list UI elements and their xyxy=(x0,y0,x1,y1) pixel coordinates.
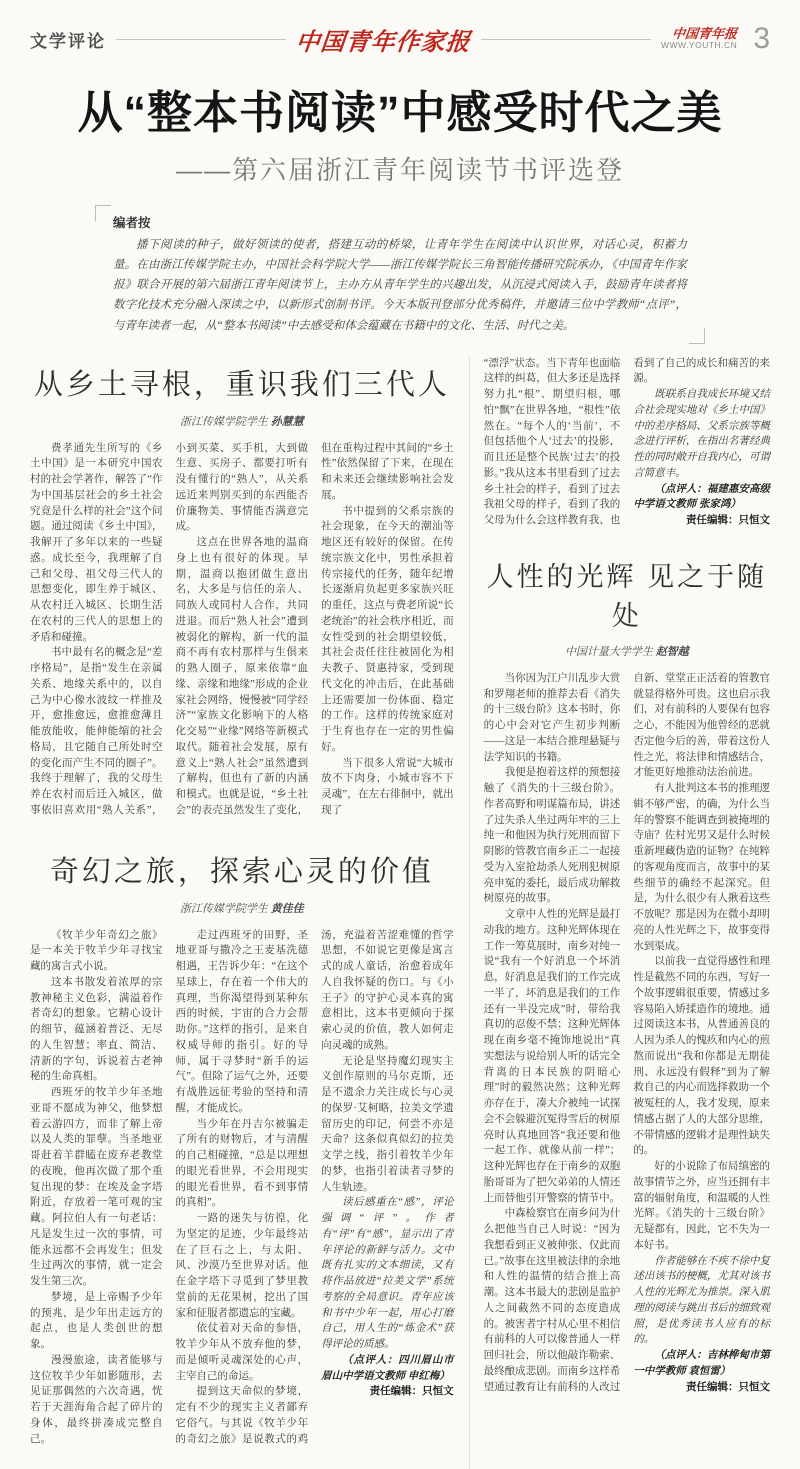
body-paragraph: 书中提到的父系宗族的社会现象，在今天的潮汕等地区还有较好的保留。在传统宗族文化中，男性承担着传宗接代的任务，随年纪增长逐渐肩负起更多家族兴旺的重任，这点与费老所说“长老统治”的社会秩序相近，而女性受到的社会期望较低，其社会责任往往被固化为相夫教子、贤惠持家，受到现代文化的冲击后，在此基础上还需要加一份体面、稳定的工作。这样的传统家庭对于生育也存在一定的男性偏好。 xyxy=(321,505,454,753)
page-subtitle: ——第六届浙江青年阅读节书评选登 xyxy=(175,155,624,185)
article-2-title: 人性的光辉 见之于随处 xyxy=(486,561,768,631)
body-paragraph: 提到这天命似的梦境，定有不少的现实主义者鄙弃它俗气。与其说《牧羊少年的奇幻之旅》是说教式的鸡汤，充溢着苦涩难懂的哲学思想，不如说它更像是寓言式的成人童话，治愈着成年人自我怀疑的伤口。与《小王子》的守护心灵本真的寓意相比，这本书更倾向于探索心灵的价值，教人如何走向灵魂的成熟。 xyxy=(175,929,454,1445)
article-1-byline-org: 浙江传媒学院学生 xyxy=(179,415,268,428)
article-2 xyxy=(484,555,770,1418)
article-3-title: 奇幻之旅，探索心灵的价值 xyxy=(49,855,434,888)
page-number: 3 xyxy=(753,22,771,55)
body-paragraph: 中森检察官在南乡问为什么把他当自己人时说：“因为我想看到正义被伸张、仅此而已。”故事在这里被法律的余地和人性的温情的结合推上高潮。这本书最大的悲剧是监护人之间截然不同的态度造成的。被害者宇村从心里不相信有前科的人可以像普通人一样回归社会，所以他敲诈勒索、最终酿成悲剧。而南乡这样希望通过教育让有前科的人改过自新、堂堂正正活着的管教官就显得格外可贵。这也启示我们，对有前科的人要保有包容之心，不能因为他曾经的恶就否定他今后的善，带着这份人性之光，将法律和情感结合，才能更好地推动法治前进。 xyxy=(483,672,770,1393)
body-paragraph: 有人批判这本书的推理逻辑不够严密，的确，为什么当年的警察不能调查到被掩埋的寺庙？佐村光男又是什么时候重新埋藏伪造的证物？在纯粹的客观角度而言，故事中的某些细节的确经不起深究。但是，为什么很少有人揪着这些不放呢？那是因为在微小却明亮的人性光辉之下，故事变得水到渠成。 xyxy=(633,783,770,952)
newspaper-page xyxy=(30,0,770,1469)
header-rule-left xyxy=(116,39,286,40)
body-paragraph: 文章中人性的光辉是最打动我的地方。这种光辉体现在工作一筹莫展时，南乡对纯一说“我有一个好消息一个坏消息，好消息是我们的工作完成一半了，坏消息是我们的工作还有一半没完成”时，带给我真切的忍俊不禁；这种光辉体现在南乡毫不掩饰地说出“真实想法与说给别人听的话完全背离的日本民族的阴暗心理”时的毅然决然；这种光辉亦存在于，凑大介被纯一试探会不会躲避沉冤得雪后的树原亮时认真地回答“我还要和他一起工作、就像从前一样”；这种光辉也存在于南乡的双胞胎哥哥为了把欠弟弟的人情还上而替他引开警察的情节中。 xyxy=(483,909,621,1204)
editor-note xyxy=(107,211,693,338)
article-2-comment-by: （点评人：吉林桦甸市第一中学教师 袁恒雷） xyxy=(633,1350,770,1377)
body-paragraph: 费孝通先生所写的《乡土中国》是一本研究中国农村的社会学著作，解答了“作为中国基层社会的乡土社会究竟是什么样的社会”这个问题。通过阅读《乡土中国》，我解开了多年以来的一些疑惑。成长至今，我理解了自己和父母、祖父母三代人的思想变化，即生养于城区、从农村迁入城区、长期生活在农村的三代人的思想上的矛盾和碰撞。 xyxy=(30,442,163,643)
article-3-byline-org: 浙江传媒学院学生 xyxy=(179,902,268,915)
page-header xyxy=(30,18,770,60)
article-2-byline xyxy=(484,643,770,659)
content-grid xyxy=(30,356,770,1469)
article-2-comment: 作者能够在不疾不徐中复述出该书的梗概，尤其对该书人性的光辉尤为推崇。深入肌理的阅读与跳出书后的细致观照，是优秀读书人应有的标的。 xyxy=(633,1255,770,1346)
section-label: 文学评论 xyxy=(30,31,106,51)
page-title: 从“整本书阅读”中感受时代之美 xyxy=(77,87,723,138)
article-1-title: 从乡土寻根，重识我们三代人 xyxy=(33,368,450,401)
body-paragraph: 当你因为江户川乱步大赏和罗翔老师的推荐去看《消失的十三级台阶》这本书时，你的心中会对它产生初步判断——这是一本结合推理悬疑与法学知识的书籍。 xyxy=(483,672,621,763)
article-2-editor-line: 责任编辑：只恒文 xyxy=(685,1380,770,1393)
corner-url: WWW.YOUTH.CN xyxy=(660,40,738,51)
body-paragraph: 书中最有名的概念是“差序格局”，是指“发生在亲属关系、地缘关系中的，以自己为中心像水波纹一样推及开，愈推愈远，愈推愈薄且能放能收，能伸能缩的社会格局，且它随自己所处时空的变化而产生不同的圈子”。我终于理解了，我的父母生养在农村而后迁入城区，做事依旧喜欢用“熟人关系”，小到买菜、买手机，大到做生意、买房子、都要打听有没有懂行的“熟人”，从关系远近来判别买到的东西能否价廉物美、事情能否满意完成。 xyxy=(30,442,309,816)
body-paragraph: 梦境，是上帝赐予少年的预兆，是少年出走远方的起点，也是人类创世的想象。 xyxy=(30,1291,163,1351)
body-paragraph: 一路的迷失与彷徨，化为坚定的足迹，少年最终站在了巨石之上，与太阳、风、沙漠乃至世界对话。他在金字塔下寻觅到了梦里教堂前的无花果树，挖出了国家和征服者都遗忘的宝藏。 xyxy=(175,1213,309,1319)
body-paragraph: 以前我一直觉得感性和理性是截然不同的东西，写好一个故事逻辑很重要，情感过多容易陷入矫揉造作的境地。通过阅读这本书，从普通善良的人因为杀人的愧疚和内心的煎熬而说出“我和你都是无期徒刑、永远没有假释”到为了解救自己的内心而选择救助一个被冤枉的人，我才发现，原来情感占据了人的大部分思维，不带情感的逻辑才是理性缺失的。 xyxy=(633,956,770,1157)
body-paragraph: 这本书散发着浓厚的宗教神秘主义色彩，满溢着作者奇幻的想象。它精心设计的细节，蕴涵着普泛、无尽的人生智慧；率直、简洁、清新的字句，诉说着古老神秘的生命真相。 xyxy=(30,976,163,1083)
article-3-editor-line: 责任编辑：只恒文 xyxy=(369,1385,454,1398)
article-3-comment-by: （点评人：四川眉山市眉山中学语文教师 申红梅） xyxy=(321,1354,454,1382)
article-1-paragraphs-left xyxy=(30,441,454,819)
body-paragraph: 当下很多人常说“大城市放不下肉身，小城市容不下灵魂”，在左右徘徊中，就出现了 xyxy=(321,757,454,816)
body-paragraph: 当少年在丹吉尔被骗走了所有的财物后，才与清醒的自己相碰撞，“总是以理想的眼光看世界，不会用现实的眼光看世界，看不到事情的真相”。 xyxy=(175,1118,309,1209)
body-paragraph: 漫漫旅途，读者能够与这位牧羊少年如影随形，去见证那偶然的六次奇遇，恍若于天涯海角合起了碎片的身体，最终拼凑成完整自己。 xyxy=(30,1354,163,1445)
article-1-continuation-text: “漂浮”状态。当下青年也面临这样的纠葛，但大多还是选择努力扎“根”、期望归根，哪怕“飘”在世界各地，“根性”依然在。“每个人的‘当前’，不但包括他个人‘过去’的投影，而且还是整个民族‘过去’的投影。”我从这本书里看到了过去乡土社会的样子，看到了过去我祖父母的样子，看到了我的父母为什么会这样教育我、也看到了自己的成长和痛苦的来源。 xyxy=(483,357,770,527)
body-paragraph: 走过西班牙的田野，圣地亚哥与撒冷之王麦基洗德相遇，王告诉少年：“在这个星球上，存在着一个伟大的真理，当你渴望得到某种东西的时候，宇宙的合力会帮助你。”这样的指引，是来自权威导师的指引。好的导师，属于寻梦时“新手的运气”。但除了运气之外，还要有战胜远征考验的坚持和清醒，才能成长。 xyxy=(175,929,309,1114)
editor-note-text: 播下阅读的种子，做好领读的使者，搭建互动的桥梁，让青年学生在阅读中认识世界，对话心灵，积蓄力量。在由浙江传媒学院主办，中国社会科学院大学——浙江传媒学院长三角智能传播研究院承办，《中国青年作家报》联合开展的第六届浙江青年阅读节上，主办方从青年学生的兴趣出发，从沉浸式阅读入手，鼓励青年读者将数字化技术充分融入深读之中，以新形式创制书评。今天本版刊登部分优秀稿件，并邀请三位中学教师“点评”，与青年读者一起，从“整本书阅读”中去感受和体会蕴藏在书籍中的文化、生活、时代之美。 xyxy=(113,239,687,332)
article-1-body-left xyxy=(30,441,454,819)
body-paragraph: 无论是坚持魔幻现实主义创作原则的马尔克斯，还是不遗余力关注成长与心灵的保罗·艾柯略，拉美文学遗留历史的印记，何尝不亦是天命？这条似真似幻的拉美文学之线，指引着牧羊少年的梦，也指引着读者寻梦的人生轨迹。 xyxy=(321,1055,454,1193)
body-paragraph: 西班牙的牧羊少年圣地亚哥不愿成为神父，他梦想着云游四方，而非了解上帝以及人类的罪孽。当圣地亚哥赶着羊群瞌在废弃老教堂的夜晚，他再次做了那个重复出现的梦：在埃及金字塔附近，存放着一笔可观的宝藏。阿拉伯人有一句老话：凡是发生过一次的事情，可能永远都不会再发生；但发生过两次的事情，就一定会发生第三次。 xyxy=(30,1087,163,1288)
article-1-editor-line: 责任编辑：只恒文 xyxy=(685,514,770,527)
article-2-byline-name: 赵智越 xyxy=(655,645,689,658)
body-paragraph: 我便是抱着这样的预想接触了《消失的十三级台阶》。作者高野和明谋篇布局，讲述了过失杀人坐过两年牢的三上纯一和他因为执行死刑而留下阴影的管教官南乡正二一起接受为入室抢劫杀人死刑犯树原亮申冤的委托，最后成功解救树原亮的故事。 xyxy=(483,767,621,905)
right-region xyxy=(469,356,770,1469)
article-3-byline xyxy=(30,900,454,916)
editor-note-label: 编者按 xyxy=(113,216,151,230)
body-paragraph: 好的小说除了布局缜密的故事情节之外，应当还拥有丰富的辐射角度，和温暖的人性光辉。《消失的十三级台阶》无疑都有，因此，它不失为一本好书。 xyxy=(633,1161,770,1251)
article-1-byline-name: 孙慧慧 xyxy=(270,415,304,428)
article-3-byline-name: 黄佳佳 xyxy=(270,902,304,915)
left-region xyxy=(30,356,454,1469)
headline-block xyxy=(30,86,770,187)
article-1 xyxy=(30,362,454,819)
article-1-comment-by: （点评人：福建惠安高级中学语文教师 张家鸿） xyxy=(633,483,770,511)
article-3 xyxy=(30,849,454,1469)
article-3-comment: 读后感重在“感”，评论强调“评”。作者有“评”有“感”，显示出了青年评论的新鲜与活力。文中既有扎实的文本细读，又有将作品放进“拉美文学”系统考察的全局意识。青年应该和书中少年一起，用心打磨自己，用人生的“炼金术”获得评论的质感。 xyxy=(321,1197,454,1351)
corner-brand xyxy=(661,28,737,51)
article-1-byline xyxy=(30,413,454,429)
article-1-comment: 既联系自我成长环境又结合社会现实地对《乡土中国》中的差序格局、父系宗族等概念进行评析，在指出名著经典性的同时敞开自我内心，可谓言简意丰。 xyxy=(633,389,770,479)
article-2-body xyxy=(484,671,770,1396)
corner-logo: 中国青年报 xyxy=(671,26,739,42)
article-1-body-right xyxy=(484,356,770,529)
masthead-logo: 中国青年作家报 xyxy=(294,26,473,56)
body-paragraph: 依仗着对天命的参悟，牧羊少年从不放弃他的梦，而是倾听灵魂深处的心声，主宰自己的命运。 xyxy=(175,1323,309,1382)
article-3-body xyxy=(30,928,454,1448)
body-paragraph: 《牧羊少年奇幻之旅》是一本关于牧羊少年寻找宝藏的寓言式小说。 xyxy=(30,929,163,973)
header-rule-right xyxy=(481,39,651,40)
article-1-continuation xyxy=(484,356,770,529)
article-2-byline-org: 中国计量大学学生 xyxy=(564,645,653,658)
body-paragraph: 这点在世界各地的温商身上也有很好的体现。早期，温商以抱团做生意出名，大多是与信任的亲人、同族人或同村人合作，共同进退。而后“熟人社会”遭到被弱化的解构，新一代的温商不再有农村那样与生俱来的熟人圈子，原来依靠“血缘、亲缘和地缘”形成的企业家社会网络，慢慢被“同学经济”“家族文化影响下的人格化交易”“业缘”网络等新模式取代。随着社会发展，原有意义上“熟人社会”虽然遭到了解构，但也有了新的内涵和模式。也就是说，“乡土社会”的表壳虽然发生了变化，但在重构过程中其间的“乡土性”依然保留了下来，在现在和未来还会继续影响社会发展。 xyxy=(175,442,454,816)
